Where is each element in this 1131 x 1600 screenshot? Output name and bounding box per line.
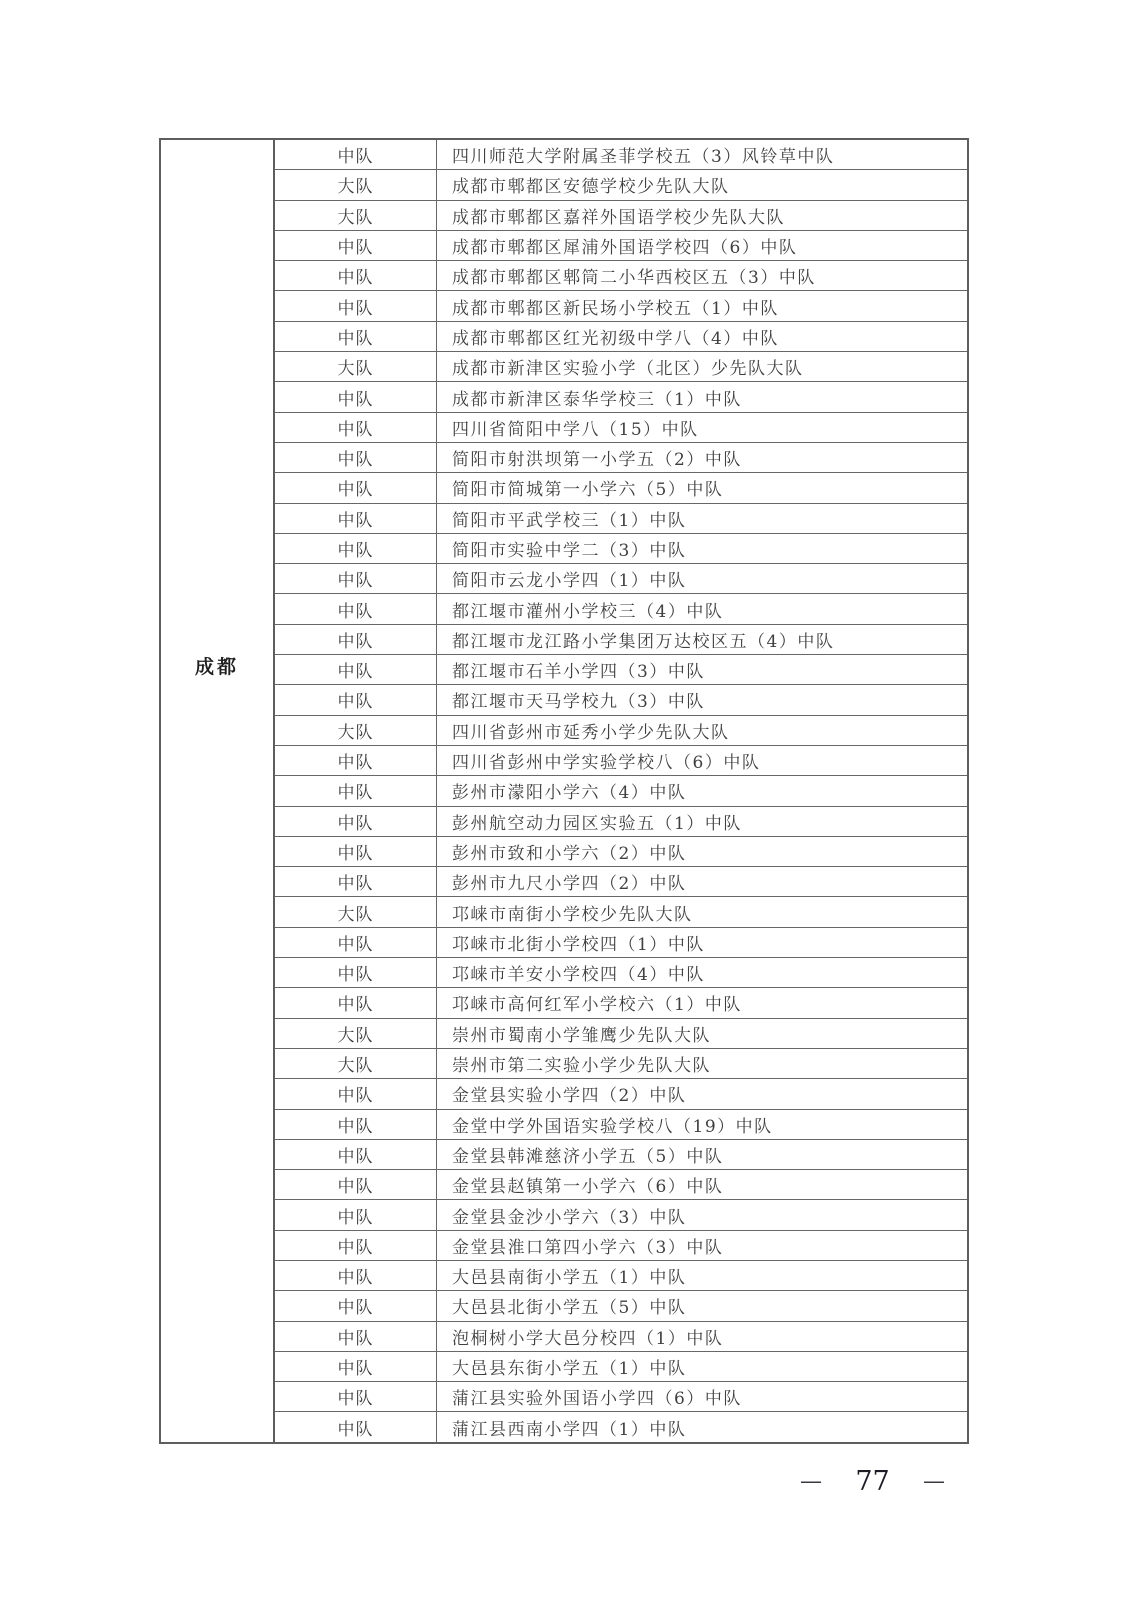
unit-name-label: 彭州市九尺小学四（2）中队 bbox=[452, 874, 687, 895]
unit-type-cell bbox=[275, 1291, 437, 1320]
unit-type-cell bbox=[275, 382, 437, 411]
unit-name-label: 大邑县北街小学五（5）中队 bbox=[452, 1298, 687, 1319]
unit-type-label: 中队 bbox=[337, 389, 374, 410]
unit-name-label: 金堂县赵镇第一小学六（6）中队 bbox=[452, 1177, 724, 1198]
unit-name-cell bbox=[437, 534, 967, 563]
unit-name-label: 都江堰市天马学校九（3）中队 bbox=[452, 692, 705, 713]
unit-name-label: 金堂县实验小学四（2）中队 bbox=[452, 1086, 687, 1107]
unit-name-cell bbox=[437, 1079, 967, 1108]
unit-type-label: 中队 bbox=[337, 268, 374, 289]
table-row bbox=[275, 1170, 967, 1200]
unit-name-label: 金堂县韩滩慈济小学五（5）中队 bbox=[452, 1146, 724, 1167]
unit-type-cell bbox=[275, 867, 437, 896]
unit-name-cell bbox=[437, 1231, 967, 1260]
unit-type-label: 中队 bbox=[337, 1146, 374, 1167]
unit-type-cell bbox=[275, 564, 437, 593]
footer-dash-left: — bbox=[800, 1468, 822, 1494]
unit-type-cell bbox=[275, 1200, 437, 1229]
unit-name-cell bbox=[437, 1412, 967, 1441]
unit-type-label: 大队 bbox=[337, 904, 374, 925]
unit-name-label: 简阳市云龙小学四（1）中队 bbox=[452, 571, 687, 592]
unit-type-cell bbox=[275, 1261, 437, 1290]
unit-name-cell bbox=[437, 685, 967, 714]
table-row bbox=[275, 807, 967, 837]
table-row bbox=[275, 322, 967, 352]
unit-type-cell bbox=[275, 231, 437, 260]
unit-type-label: 中队 bbox=[337, 450, 374, 471]
table-row bbox=[275, 352, 967, 382]
table-row bbox=[275, 201, 967, 231]
table-row bbox=[275, 413, 967, 443]
unit-type-label: 中队 bbox=[337, 662, 374, 683]
unit-name-cell bbox=[437, 231, 967, 260]
unit-name-cell bbox=[437, 1170, 967, 1199]
unit-name-label: 都江堰市灌州小学校三（4）中队 bbox=[452, 601, 724, 622]
unit-type-cell bbox=[275, 170, 437, 199]
unit-name-cell bbox=[437, 1261, 967, 1290]
unit-name-label: 成都市郫都区犀浦外国语学校四（6）中队 bbox=[452, 238, 798, 259]
unit-name-label: 成都市郫都区新民场小学校五（1）中队 bbox=[452, 298, 779, 319]
unit-type-label: 中队 bbox=[337, 692, 374, 713]
unit-name-label: 都江堰市龙江路小学集团万达校区五（4）中队 bbox=[452, 631, 835, 652]
table-row bbox=[275, 1079, 967, 1109]
unit-type-cell bbox=[275, 1412, 437, 1441]
unit-type-cell bbox=[275, 352, 437, 381]
unit-name-label: 蒲江县实验外国语小学四（6）中队 bbox=[452, 1389, 742, 1410]
unit-name-label: 崇州市蜀南小学雏鹰少先队大队 bbox=[452, 1025, 711, 1046]
unit-name-cell bbox=[437, 1352, 967, 1381]
unit-type-label: 中队 bbox=[337, 1359, 374, 1380]
unit-type-cell bbox=[275, 807, 437, 836]
unit-name-label: 四川省彭州中学实验学校八（6）中队 bbox=[452, 753, 761, 774]
unit-name-label: 成都市郫都区安德学校少先队大队 bbox=[452, 177, 730, 198]
unit-name-cell bbox=[437, 928, 967, 957]
unit-type-cell bbox=[275, 1140, 437, 1169]
table-row bbox=[275, 716, 967, 746]
unit-type-label: 中队 bbox=[337, 419, 374, 440]
unit-type-cell bbox=[275, 261, 437, 290]
table-row bbox=[275, 504, 967, 534]
unit-name-label: 都江堰市石羊小学四（3）中队 bbox=[452, 662, 705, 683]
unit-type-label: 中队 bbox=[337, 631, 374, 652]
table-row bbox=[275, 443, 967, 473]
table-row bbox=[275, 988, 967, 1018]
unit-type-cell bbox=[275, 988, 437, 1017]
table-row bbox=[275, 170, 967, 200]
unit-type-label: 中队 bbox=[337, 934, 374, 955]
unit-name-label: 邛崃市北街小学校四（1）中队 bbox=[452, 934, 705, 955]
unit-type-label: 中队 bbox=[337, 1086, 374, 1107]
unit-type-label: 中队 bbox=[337, 1298, 374, 1319]
unit-name-label: 大邑县南街小学五（1）中队 bbox=[452, 1268, 687, 1289]
unit-type-cell bbox=[275, 1049, 437, 1078]
unit-name-cell bbox=[437, 867, 967, 896]
unit-type-label: 大队 bbox=[337, 359, 374, 380]
unit-type-label: 中队 bbox=[337, 1419, 374, 1440]
unit-type-label: 中队 bbox=[337, 541, 374, 561]
unit-type-label: 大队 bbox=[337, 1056, 374, 1077]
unit-type-cell bbox=[275, 685, 437, 714]
unit-name-cell bbox=[437, 322, 967, 351]
unit-type-cell bbox=[275, 504, 437, 533]
unit-name-label: 邛崃市羊安小学校四（4）中队 bbox=[452, 965, 705, 986]
unit-name-label: 成都市新津区泰华学校三（1）中队 bbox=[452, 389, 742, 410]
unit-type-label: 中队 bbox=[337, 843, 374, 864]
unit-name-cell bbox=[437, 291, 967, 320]
unit-type-label: 中队 bbox=[337, 1116, 374, 1137]
table-row bbox=[275, 867, 967, 897]
table-rows bbox=[275, 140, 967, 1442]
unit-type-label: 中队 bbox=[337, 298, 374, 319]
unit-name-label: 金堂中学外国语实验学校八（19）中队 bbox=[452, 1116, 773, 1137]
unit-type-label: 中队 bbox=[337, 783, 374, 804]
unit-name-cell bbox=[437, 716, 967, 745]
unit-name-label: 简阳市平武学校三（1）中队 bbox=[452, 510, 687, 531]
unit-type-label: 中队 bbox=[337, 510, 374, 531]
unit-name-cell bbox=[437, 201, 967, 230]
unit-type-label: 中队 bbox=[337, 813, 374, 834]
table-row bbox=[275, 1019, 967, 1049]
unit-name-cell bbox=[437, 1049, 967, 1078]
unit-name-cell bbox=[437, 473, 967, 502]
table-row bbox=[275, 928, 967, 958]
unit-name-cell bbox=[437, 443, 967, 472]
unit-type-cell bbox=[275, 443, 437, 472]
unit-type-cell bbox=[275, 534, 437, 563]
table-row bbox=[275, 1200, 967, 1230]
unit-name-label: 简阳市射洪坝第一小学五（2）中队 bbox=[452, 450, 742, 471]
unit-name-cell bbox=[437, 170, 967, 199]
unit-name-label: 蒲江县西南小学四（1）中队 bbox=[452, 1419, 687, 1440]
unit-name-cell bbox=[437, 625, 967, 654]
unit-type-label: 中队 bbox=[337, 571, 374, 592]
unit-name-cell bbox=[437, 988, 967, 1017]
unit-type-cell bbox=[275, 201, 437, 230]
unit-name-cell bbox=[437, 1382, 967, 1411]
table-row bbox=[275, 261, 967, 291]
table-row bbox=[275, 655, 967, 685]
unit-name-label: 成都市新津区实验小学（北区）少先队大队 bbox=[452, 359, 804, 380]
unit-name-cell bbox=[437, 958, 967, 987]
unit-type-label: 中队 bbox=[337, 328, 374, 349]
table-row bbox=[275, 1412, 967, 1441]
table-row bbox=[275, 382, 967, 412]
unit-name-cell bbox=[437, 1110, 967, 1139]
unit-name-label: 彭州航空动力园区实验五（1）中队 bbox=[452, 813, 742, 834]
unit-name-label: 四川省彭州市延秀小学少先队大队 bbox=[452, 722, 730, 743]
unit-type-cell bbox=[275, 1019, 437, 1048]
table-row bbox=[275, 140, 967, 170]
table-row bbox=[275, 564, 967, 594]
unit-type-cell bbox=[275, 746, 437, 775]
footer-dash-right: — bbox=[922, 1468, 945, 1494]
table-row bbox=[275, 534, 967, 564]
unit-type-cell bbox=[275, 1352, 437, 1381]
table-row bbox=[275, 1291, 967, 1321]
unit-type-label: 大队 bbox=[337, 722, 374, 743]
unit-name-cell bbox=[437, 261, 967, 290]
unit-name-cell bbox=[437, 504, 967, 533]
unit-name-label: 大邑县东街小学五（1）中队 bbox=[452, 1359, 687, 1380]
unit-name-cell bbox=[437, 1140, 967, 1169]
unit-type-label: 中队 bbox=[337, 238, 374, 259]
unit-name-cell bbox=[437, 1200, 967, 1229]
table-row bbox=[275, 1140, 967, 1170]
unit-name-label: 崇州市第二实验小学少先队大队 bbox=[452, 1056, 711, 1077]
unit-type-cell bbox=[275, 594, 437, 623]
page-number: 77 bbox=[855, 1466, 890, 1497]
table-row bbox=[275, 746, 967, 776]
unit-name-cell bbox=[437, 564, 967, 593]
unit-type-label: 中队 bbox=[337, 1328, 374, 1349]
unit-type-cell bbox=[275, 655, 437, 684]
table-row bbox=[275, 1049, 967, 1079]
unit-type-cell bbox=[275, 140, 437, 169]
unit-name-label: 成都市郫都区郫筒二小华西校区五（3）中队 bbox=[452, 268, 816, 289]
table-row bbox=[275, 1382, 967, 1412]
table-row bbox=[275, 1261, 967, 1291]
unit-name-label: 泡桐树小学大邑分校四（1）中队 bbox=[452, 1328, 724, 1349]
unit-name-cell bbox=[437, 776, 967, 805]
unit-type-label: 中队 bbox=[337, 1389, 374, 1410]
unit-name-label: 四川师范大学附属圣菲学校五（3）风铃草中队 bbox=[452, 147, 835, 168]
unit-name-label: 金堂县金沙小学六（3）中队 bbox=[452, 1207, 687, 1228]
unit-name-label: 简阳市简城第一小学六（5）中队 bbox=[452, 480, 724, 501]
table-row bbox=[275, 897, 967, 927]
unit-name-label: 四川省简阳中学八（15）中队 bbox=[452, 419, 699, 440]
unit-type-label: 中队 bbox=[337, 995, 374, 1016]
unit-name-cell bbox=[437, 594, 967, 623]
unit-name-cell bbox=[437, 807, 967, 836]
unit-name-cell bbox=[437, 413, 967, 442]
unit-type-cell bbox=[275, 928, 437, 957]
unit-type-label: 中队 bbox=[337, 1237, 374, 1258]
unit-name-cell bbox=[437, 140, 967, 169]
unit-type-label: 中队 bbox=[337, 601, 374, 622]
unit-type-cell bbox=[275, 716, 437, 745]
unit-name-label: 成都市郫都区嘉祥外国语学校少先队大队 bbox=[452, 207, 785, 228]
unit-type-cell bbox=[275, 1231, 437, 1260]
unit-name-cell bbox=[437, 746, 967, 775]
unit-type-cell bbox=[275, 1170, 437, 1199]
unit-type-cell bbox=[275, 322, 437, 351]
unit-type-label: 大队 bbox=[337, 1025, 374, 1046]
unit-name-cell bbox=[437, 1291, 967, 1320]
unit-type-label: 中队 bbox=[337, 1207, 374, 1228]
unit-name-cell bbox=[437, 897, 967, 926]
unit-type-cell bbox=[275, 776, 437, 805]
unit-name-cell bbox=[437, 837, 967, 866]
unit-name-cell bbox=[437, 382, 967, 411]
unit-type-cell bbox=[275, 837, 437, 866]
unit-type-cell bbox=[275, 1079, 437, 1108]
region-cell bbox=[161, 140, 275, 1442]
page-footer bbox=[800, 1468, 945, 1495]
unit-type-label: 中队 bbox=[337, 1177, 374, 1198]
unit-name-cell bbox=[437, 1322, 967, 1351]
table-row bbox=[275, 291, 967, 321]
unit-type-label: 中队 bbox=[337, 965, 374, 986]
unit-name-cell bbox=[437, 1019, 967, 1048]
table-row bbox=[275, 837, 967, 867]
unit-type-cell bbox=[275, 1110, 437, 1139]
table-row bbox=[275, 776, 967, 806]
unit-type-cell bbox=[275, 897, 437, 926]
table-row bbox=[275, 1110, 967, 1140]
unit-type-cell bbox=[275, 413, 437, 442]
table-row bbox=[275, 473, 967, 503]
unit-name-cell bbox=[437, 655, 967, 684]
unit-type-cell bbox=[275, 958, 437, 987]
unit-name-label: 简阳市实验中学二（3）中队 bbox=[452, 541, 687, 561]
unit-name-label: 邛崃市高何红军小学校六（1）中队 bbox=[452, 995, 742, 1016]
unit-name-cell bbox=[437, 352, 967, 381]
unit-name-label: 邛崃市南街小学校少先队大队 bbox=[452, 904, 693, 925]
unit-type-label: 中队 bbox=[337, 874, 374, 895]
table-row bbox=[275, 231, 967, 261]
unit-type-label: 中队 bbox=[337, 753, 374, 774]
region-label: 成都 bbox=[194, 656, 239, 678]
table-row bbox=[275, 1322, 967, 1352]
unit-type-cell bbox=[275, 291, 437, 320]
unit-type-label: 中队 bbox=[337, 147, 374, 168]
unit-type-label: 大队 bbox=[337, 177, 374, 198]
unit-type-label: 中队 bbox=[337, 480, 374, 501]
table-row bbox=[275, 1352, 967, 1382]
table-row bbox=[275, 685, 967, 715]
unit-name-label: 彭州市致和小学六（2）中队 bbox=[452, 843, 687, 864]
unit-name-label: 彭州市濛阳小学六（4）中队 bbox=[452, 783, 687, 804]
unit-name-label: 金堂县淮口第四小学六（3）中队 bbox=[452, 1237, 724, 1258]
unit-type-cell bbox=[275, 1322, 437, 1351]
table-row bbox=[275, 625, 967, 655]
unit-type-cell bbox=[275, 1382, 437, 1411]
unit-type-label: 中队 bbox=[337, 1268, 374, 1289]
award-units-table bbox=[159, 138, 969, 1444]
unit-name-label: 成都市郫都区红光初级中学八（4）中队 bbox=[452, 328, 779, 349]
table-row bbox=[275, 958, 967, 988]
table-row bbox=[275, 594, 967, 624]
unit-type-label: 大队 bbox=[337, 207, 374, 228]
table-row bbox=[275, 1231, 967, 1261]
unit-type-cell bbox=[275, 625, 437, 654]
unit-type-cell bbox=[275, 473, 437, 502]
